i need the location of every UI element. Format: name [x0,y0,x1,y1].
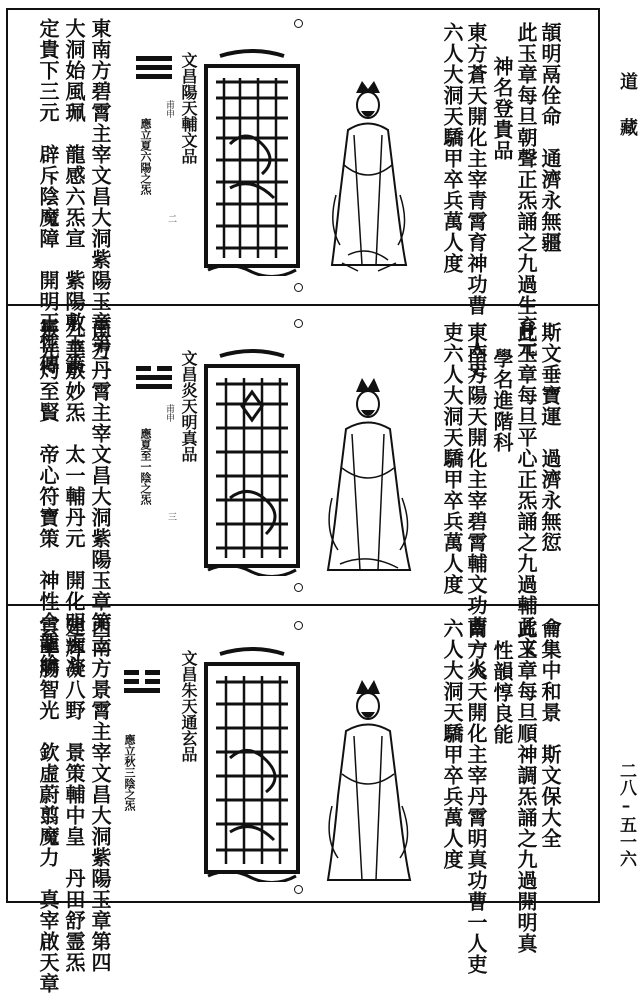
verse-line: 性韻惇良能 [490,640,514,745]
hexagram-label: 應立夏六陽之炁 [139,118,152,195]
verse-line: 建輝凝八野 景策輔中皇 丹田舒霊炁 [62,616,86,973]
verse-line: 雲華腸智光 欽虛蔚翦魔力 真宰啟天章 [36,616,60,994]
hexagram-symbol [136,56,172,83]
verse-line: 此玉章每旦順神調炁誦之九過開明真 [514,618,538,954]
verse-line: 九華敷妙炁 太一輔丹元 開化明天斗 [62,318,86,675]
hexagram-number: 二 [166,214,176,223]
verse-line: 吏六人大洞天驕甲卒兵萬人度 [440,322,464,595]
margin-daozang-char1: 道 [617,72,638,90]
binding-hole [294,583,303,592]
section-title: 文昌朱天通玄品 [179,650,198,762]
verse-line: 東南方碧霄主宰文昌大洞紫陽玉章第二 [88,18,112,375]
talisman-seal-script [200,646,304,882]
verse-line: 大洞始風珮 龍感六炁宣 紫陽敷玉策 [62,18,86,375]
hexagram-label: 應立秋三陰之炁 [123,734,136,811]
verse-line: 定貴下三元 辟斥陰魔障 開明正性傳 [36,18,60,375]
binding-hole [294,885,303,894]
verse-line: 東南方陽天開化主宰碧霄輔文功曹一人 [464,322,488,679]
page-number: 二八–五一六 [616,762,636,867]
talisman-seal-script [200,48,304,276]
deity-figure-illustration [318,75,418,275]
talisman-seal-script [200,348,304,576]
margin-daozang-char2: 藏 [617,118,638,136]
hexagram-symbol [136,366,172,393]
section-title: 文昌炎天明真品 [179,350,198,462]
verse-line: 南方炎天開化主宰丹霄明真功曹一人吏 [464,618,488,975]
binding-hole [294,283,303,292]
hexagram-label: 應夏至一陰之炁 [139,428,152,505]
section-title: 文昌陽天輔文品 [179,52,198,164]
small-note: 甫申 [164,100,174,118]
verse-line: 神名登貴品 [490,56,514,161]
verse-line: 靈光灼至賢 帝心符寶策 神性合龍綸 [36,318,60,675]
verse-line: 此玉章每旦平心正炁誦之九過輔孟文 [514,322,538,658]
hexagram-symbol [124,670,160,697]
verse-line: 六人大洞天驕甲卒兵萬人度 [440,618,464,870]
small-note: 甫申 [164,404,174,422]
deity-figure-illustration [318,676,418,888]
verse-line: 學名進階科 [490,348,514,453]
verse-line: 六人大洞天驕甲卒兵萬人度 [440,22,464,274]
binding-hole [294,19,303,28]
verse-line: 西南方景霄主宰文昌大洞紫陽玉章第四 [88,616,112,973]
verse-line: 此玉章每旦朝聲正炁誦之九過生育元 [514,22,538,358]
verse-line: 龠集中和景 斯文保大全 [538,618,562,849]
hexagram-number: 三 [166,512,176,521]
verse-line: 東方蒼天開化主宰青霄育神功曹一人吏 [464,22,488,379]
verse-line: 頡明鬲佺命 通濟永無疆 [538,22,562,253]
binding-hole [294,621,303,630]
verse-line: 南方丹霄主宰文昌大洞紫陽玉章第三 [88,318,112,654]
binding-hole [294,319,303,328]
deity-figure-illustration [318,374,418,579]
verse-line: 斯文垂寶運 過濟永無愆 [538,322,562,553]
